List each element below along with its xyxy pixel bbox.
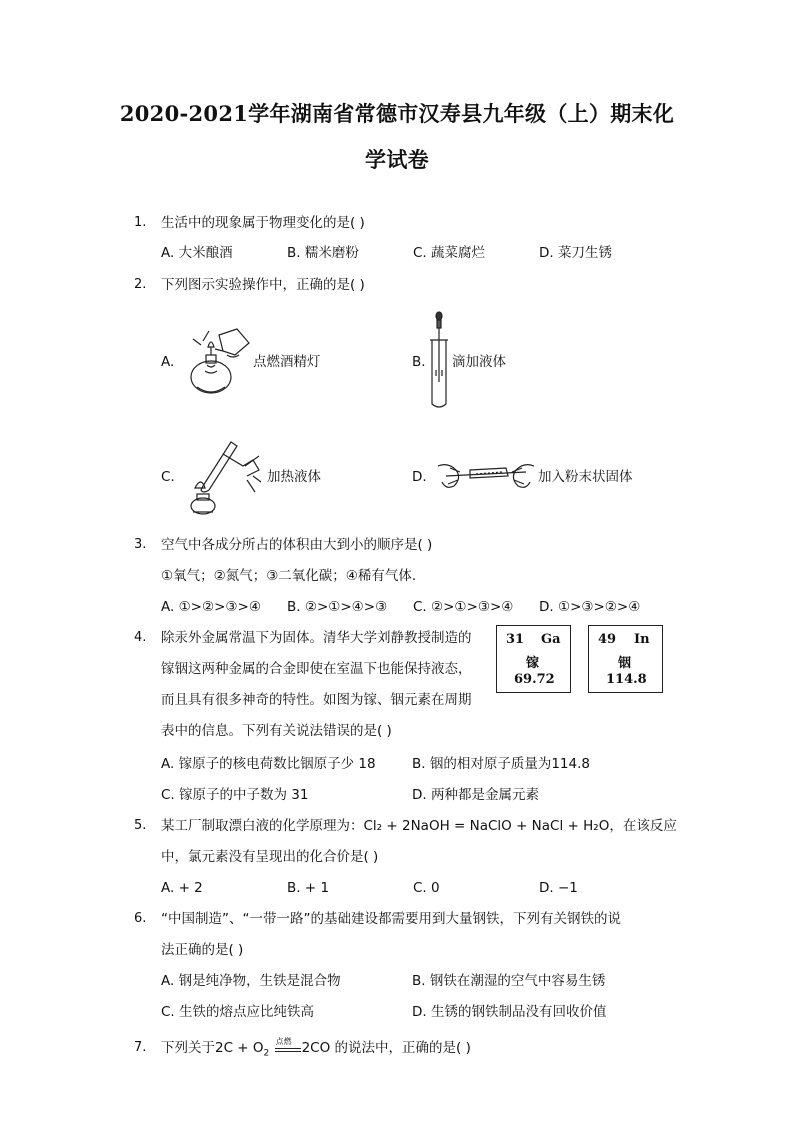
option-d: D. −1 xyxy=(539,880,578,896)
option-d: D. ①>③>②>④ xyxy=(539,599,641,615)
question-stem: 下列图示实验操作中，正确的是( ) xyxy=(161,277,365,293)
element-name: 镓 xyxy=(526,656,540,671)
page-title: 2020-2021学年湖南省常德市汉寿县九年级（上）期末化 xyxy=(119,101,675,126)
question-number: 5. xyxy=(134,818,147,833)
option-c: C. 镓原子的中子数为 31 xyxy=(161,787,309,803)
subscript: 2 xyxy=(263,1048,270,1059)
option-b: B. ②>①>④>③ xyxy=(287,599,388,615)
option-d-letter: D. xyxy=(412,469,427,485)
option-c: C. 生铁的熔点应比纯铁高 xyxy=(161,1004,315,1020)
question-items: ①氧气；②氮气；③二氧化碳；④稀有气体． xyxy=(161,568,426,584)
option-a: A. 大米酿酒 xyxy=(161,245,233,261)
option-d-label: 加入粉末状固体 xyxy=(538,469,633,485)
heating-liquid-illustration xyxy=(183,436,267,516)
equation-right: 2CO 的说法中，正确的是( ) xyxy=(301,1040,471,1056)
option-b: B. 糯米磨粉 xyxy=(287,245,359,261)
atomic-mass: 69.72 xyxy=(514,672,555,687)
option-c: C. 0 xyxy=(413,880,440,896)
option-a: A. 镓原子的核电荷数比铟原子少 18 xyxy=(161,756,376,772)
atomic-number: 49 xyxy=(598,632,617,647)
option-c: C. ②>①>③>④ xyxy=(413,599,514,615)
element-card-gallium xyxy=(496,625,571,693)
option-c: C. 蔬菜腐烂 xyxy=(413,245,486,261)
equation-left: 下列关于2C + O xyxy=(161,1040,264,1056)
option-a-letter: A. xyxy=(161,354,175,370)
question-stem-line: 除汞外金属常温下为固体。清华大学刘静教授制造的 xyxy=(161,630,472,646)
question-stem-line: “中国制造”、“一带一路”的基础建设都需要用到大量钢铁，下列有关钢铁的说 xyxy=(161,911,621,927)
question-number: 2. xyxy=(134,277,147,292)
option-a-label: 点燃酒精灯 xyxy=(253,354,321,370)
option-b: B. + 1 xyxy=(287,880,330,896)
reaction-condition: 点燃 xyxy=(275,1037,292,1046)
question-stem-line: 中，氯元素没有呈现出的化合价是( ) xyxy=(161,849,379,865)
option-d: D. 两种都是金属元素 xyxy=(412,787,539,803)
option-d: D. 菜刀生锈 xyxy=(539,245,612,261)
question-stem-line: 表中的信息。下列有关说法错误的是( ) xyxy=(161,723,392,739)
option-b: B. 铟的相对原子质量为114.8 xyxy=(412,756,590,772)
question-stem-line: 镓铟这两种金属的合金即使在室温下也能保持液态， xyxy=(161,661,472,677)
option-b: B. 钢铁在潮湿的空气中容易生锈 xyxy=(412,973,606,989)
question-stem-line: 法正确的是( ) xyxy=(161,942,244,958)
question-number: 7. xyxy=(134,1040,147,1055)
element-card-indium xyxy=(588,625,663,693)
option-c-letter: C. xyxy=(161,469,175,485)
question-number: 1. xyxy=(134,215,147,230)
lighting-alcohol-lamp-illustration xyxy=(183,325,255,401)
question-number: 4. xyxy=(134,630,147,645)
option-b-label: 滴加液体 xyxy=(452,354,506,370)
option-a: A. ①>②>③>④ xyxy=(161,599,261,615)
reaction-arrow xyxy=(274,1039,302,1057)
question-stem: 生活中的现象属于物理变化的是( ) xyxy=(161,215,365,231)
option-a: A. 钢是纯净物，生铁是混合物 xyxy=(161,973,341,989)
question-stem xyxy=(161,1039,471,1063)
option-c-label: 加热液体 xyxy=(267,469,321,485)
option-a: A. + 2 xyxy=(161,880,203,896)
question-stem: 空气中各成分所占的体积由大到小的顺序是( ) xyxy=(161,537,433,553)
atomic-mass: 114.8 xyxy=(606,672,647,687)
element-symbol: In xyxy=(634,632,650,647)
element-symbol: Ga xyxy=(541,632,561,647)
atomic-number: 31 xyxy=(506,632,525,647)
question-number: 3. xyxy=(134,537,147,552)
adding-powder-illustration xyxy=(436,456,536,494)
page-title-continued: 学试卷 xyxy=(365,147,429,172)
option-d: D. 生锈的钢铁制品没有回收价值 xyxy=(412,1004,607,1020)
question-stem-line: 某工厂制取漂白液的化学原理为：Cl₂ + 2NaOH = NaClO + NaCl + H₂O，在该反应 xyxy=(161,818,677,834)
option-b-letter: B. xyxy=(412,354,426,370)
element-name: 铟 xyxy=(618,656,632,671)
question-number: 6. xyxy=(134,911,147,926)
question-stem-line: 而且具有很多神奇的特性。如图为镓、铟元素在周期 xyxy=(161,692,472,708)
dropper-in-test-tube-illustration xyxy=(428,310,450,410)
